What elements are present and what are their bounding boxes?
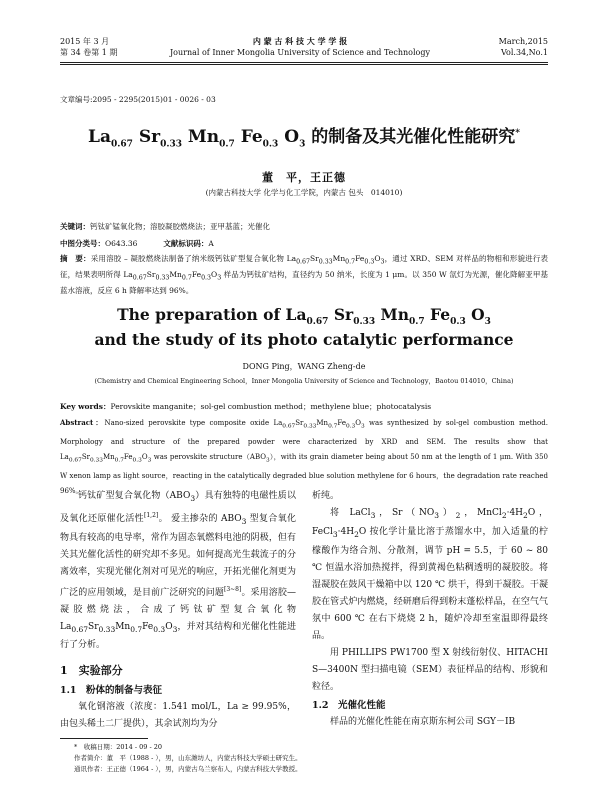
section-heading-1-2: 1.2 光催化性能: [312, 699, 386, 711]
authors-chinese: 董 平，王正德: [262, 171, 346, 184]
title-english-line2: and the study of its photo catalytic performance: [94, 330, 514, 349]
keywords-english: Key words：Perovskite manganite；sol-gel combustion method；methylene blue；photocatalysis: [60, 402, 432, 411]
affiliation-chinese: (内蒙古科技大学 化学与化工学院，内蒙古 包头 014010): [205, 188, 403, 197]
classification-line: 中图分类号：O643.36 文献标识码：A: [60, 239, 214, 248]
materials-paragraph: 氧化钢溶液（浓度：1.541 mol/L，La ≥ 99.95%，由包头稀土二厂提供），其余试剂均为分: [60, 702, 296, 730]
footnote-corresponding-author: 通讯作者：王正德（1964 - ），男，内蒙古乌兰察布人，内蒙古科技大学教授。: [74, 765, 302, 773]
abstract-english: Abstract：Nano-sized perovskite type composite oxide $La_{0.67}Sr_{0.33}Mn_{0.7}Fe_{0.3}O_3$ was synthesized by sol-gel combustion method. Morphology and structure of the prepared powder were characterized by XRD and SEM. The results show that $La_{0.67}Sr_{0.33}Mn_{0.7}Fe_{0.3}O_3$ was perovskite $structure(ABO_3)$，with its grain diameter being about 50 nm at the length of 1 μm. With 350 W xenon lamp as light source，reacting in the catalytically degraded blue solution methylene for 6 hours，the degradation rate reached 96%。: [60, 418, 548, 495]
body-column-left: [60, 488, 296, 733]
section-heading-1-1: 1.1 粉体的制备与表征: [60, 685, 163, 697]
characterization-paragraph: 用 PHILLIPS PW1700 型 X 射线衍射仪、HITACHI S—3400N 型扫描电镜（SEM）表征样品的结构、形貌和粒径。: [312, 647, 548, 692]
title-footnote-mark: *: [515, 128, 520, 139]
affiliation-english: (Chemistry and Chemical Engineering School，Inner Mongolia University of Science and Technology，Baotou 014010，China): [94, 377, 514, 385]
journal-name-cn: 内 蒙 古 科 技 大 学 学 报: [252, 36, 348, 46]
header-volume-en: Vol.34,No.1: [501, 48, 548, 57]
journal-name-en: Journal of Inner Mongolia University of Science and Technology: [169, 48, 431, 57]
footnote-rule: [60, 738, 148, 739]
title-english-line1: The preparation of $La_{0.67}$ $Sr_{0.33}$ $Mn_{0.7}$ $Fe_{0.3}$ $O_3$: [117, 305, 491, 328]
header-center: [150, 36, 450, 58]
header-rule-bottom: [60, 64, 548, 65]
header-left: [60, 36, 117, 58]
section-heading-1: 1 实验部分: [60, 664, 123, 678]
header-date: 2015 年 3 月: [60, 37, 110, 46]
title-chinese: $La_{0.67}$ $Sr_{0.33}$ $Mn_{0.7}$ $Fe_{0.3}$ $O_3$ 的制备及其光催化性能研究*: [88, 127, 520, 150]
photocatalysis-paragraph: 样品的光催化性能在南京斯东柯公司 SGY－IB: [330, 716, 516, 727]
body-column-right: [312, 488, 548, 731]
authors-english: DONG Ping，WANG Zheng-de: [242, 362, 366, 371]
keywords-chinese: 关键词：钙钛矿锰氧化物；溶胶凝胶燃烧法；亚甲基蓝；光催化: [60, 222, 270, 231]
header-volume-cn: 第 34 卷第 1 期: [60, 48, 118, 57]
header-rule-top: [60, 62, 548, 63]
article-number: 文章编号:2095 - 2295(2015)01 - 0026 - 03: [60, 95, 216, 104]
intro-paragraph: 钙钛矿型复合氧化物$(ABO_3)$具有独特的电磁性质以及氧化还原催化活性[1,2]。 爱主掺杂的 $ABO_3$ 型复合氧化物具有较高的电导率，常作为固态氧燃料电池的阴极，但有关其光催化活性的研究却不多见。如何提高光生载流子的分离效率，实现光催化剂对可见光的响应，开拓光催化剂更为广泛的应用领域，是目前广泛研究的问题[3~8]。采用溶胶—凝胶燃烧法，合成了钙钛矿型复合氧化物 $La_{0.67}Sr_{0.33}Mn_{0.7}Fe_{0.3}O_3$，并对其结构和光催化性能进行了分析。: [60, 491, 296, 651]
footnote-received-date: * 收稿日期：2014 - 09 - 20: [74, 743, 162, 751]
preparation-paragraph: 将 LaCl$_3$，$Sr(NO_3)_2$，$MnCl_2\cdot 4H_2O$，$FeCl_3\cdot 4H_2O$ 按化学计量比溶于蒸馏水中，加入适量的柠檬酸作为络合剂、分散剂，调节 pH = 5.5，于 60 ~ 80 ℃ 恒温水浴加热搅拌，得到黄褐色粘稠透明的凝胶胶。将湿凝胶在鼓风干燥箱中以 120 ℃ 烘干，得到干凝胶。干凝胶在管式炉内燃烧，经研磨后得到粉末蓬松样品，在空气气氛中 600 ℃ 在右下烧烧 2 h，随炉冷却至室温即得最终品。: [312, 508, 548, 641]
continued-text: 析纯。: [312, 491, 340, 501]
header-date-en: March,2015: [498, 37, 548, 46]
footnote-author-bio: 作者简介：董 平（1988 - ），男，山东潍坊人，内蒙古科技大学硕士研究生。: [74, 754, 302, 762]
abstract-chinese: 摘 要：采用溶胶 – 凝胶燃烧法制备了纳米级钙钛矿型复合氧化物 $La_{0.67}Sr_{0.33}Mn_{0.7}Fe_{0.3}O_3$，通过 XRD、SEM 对样品的物相和形貌进行表征，结果表明所得 $La_{0.67}Sr_{0.33}Mn_{0.7}Fe_{0.3}O_3$ 样品为钙钛矿结构，直径约为 50 纳米，长度为 1 μm。以 350 W 氙灯为光源，催化降解亚甲基蓝水溶液，反应 6 h 降解率达到 96%。: [60, 254, 549, 296]
header-right: [499, 36, 548, 58]
